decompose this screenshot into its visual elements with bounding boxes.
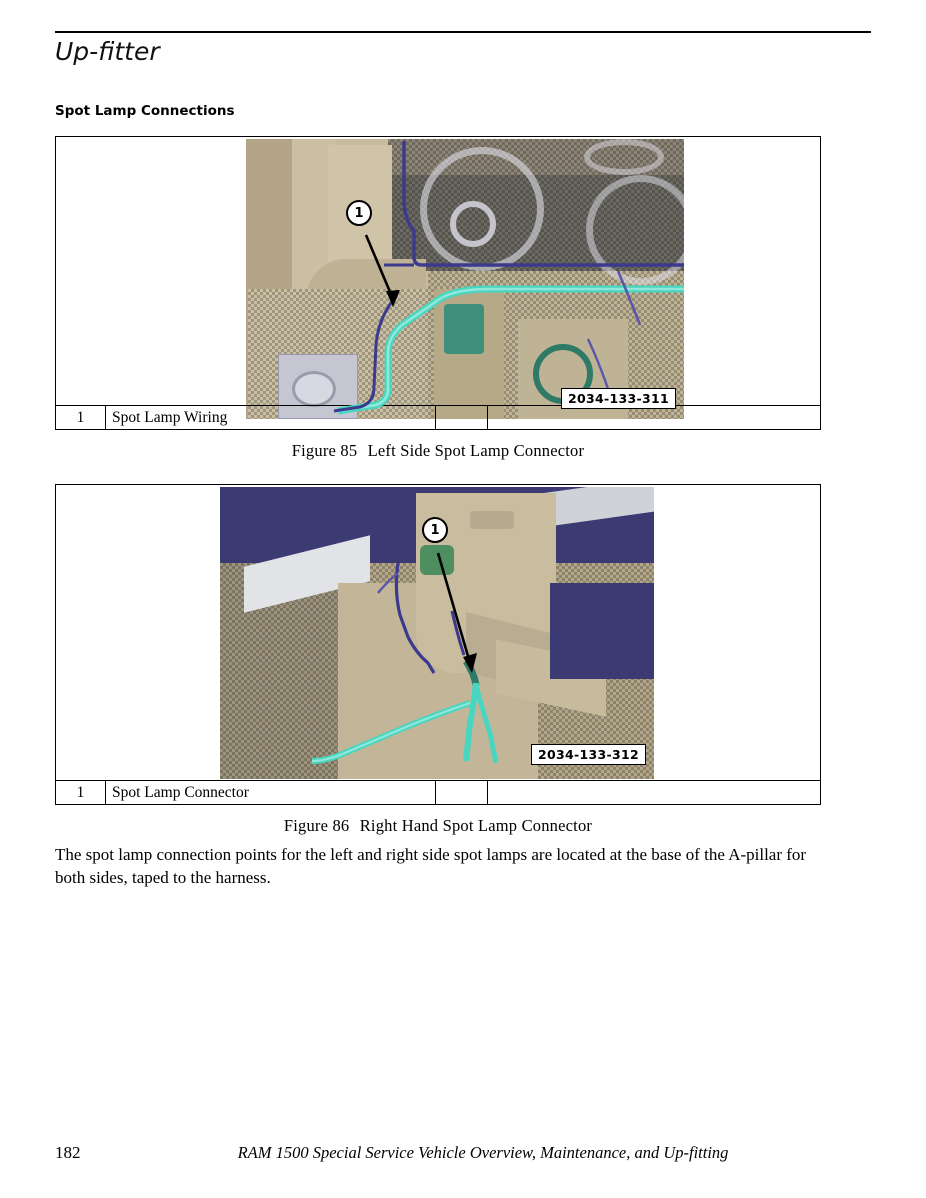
legend-empty-2	[488, 781, 822, 805]
legend-number: 1	[56, 406, 106, 430]
figure-86-block	[55, 484, 821, 836]
figure-85-caption-text: Left Side Spot Lamp Connector	[367, 441, 585, 460]
callout-label: 1	[430, 522, 440, 538]
figure-86-frame	[55, 484, 821, 805]
legend-empty-1	[436, 781, 488, 805]
figure-85-callout-1	[346, 200, 372, 226]
legend-number: 1	[56, 781, 106, 805]
figure-86-caption-number: Figure 86	[283, 816, 350, 835]
illustration-canvas	[188, 139, 684, 419]
legend-description: Spot Lamp Wiring	[106, 406, 436, 430]
figure-85-frame	[55, 136, 821, 430]
illustration-canvas-2	[220, 487, 654, 779]
callout-label: 1	[354, 205, 364, 221]
table-row	[56, 781, 822, 805]
footer-document-title: RAM 1500 Special Service Vehicle Overview, Maintenance, and Up-fitting	[237, 1143, 729, 1162]
figure-86-image-code: 2034-133-312	[531, 744, 646, 765]
figure-85-illustration	[188, 139, 684, 419]
figure-85-caption	[55, 441, 821, 461]
figure-86-legend-wrap	[55, 780, 821, 805]
legend-description: Spot Lamp Connector	[106, 781, 436, 805]
header-divider	[55, 31, 871, 33]
figure-85-block	[55, 136, 821, 461]
figure-85-image-code: 2034-133-311	[561, 388, 676, 409]
figure-86-illustration	[220, 487, 654, 779]
figure-85-caption-number: Figure 85	[291, 441, 358, 460]
figure-86-legend	[55, 780, 821, 805]
body-paragraph: The spot lamp connection points for the left and right side spot lamps are located at the base of the A-pillar for both sides, taped to the harness.	[55, 845, 807, 888]
figure-86-callout-1	[422, 517, 448, 543]
figure-86-caption	[55, 816, 821, 836]
footer-page-number: 182	[55, 1143, 81, 1162]
section-heading: Spot Lamp Connections	[55, 103, 235, 119]
figure-86-caption-text: Right Hand Spot Lamp Connector	[359, 816, 593, 835]
figure-85-callout-arrow	[188, 139, 684, 419]
page-title: Up-fitter	[55, 37, 160, 66]
